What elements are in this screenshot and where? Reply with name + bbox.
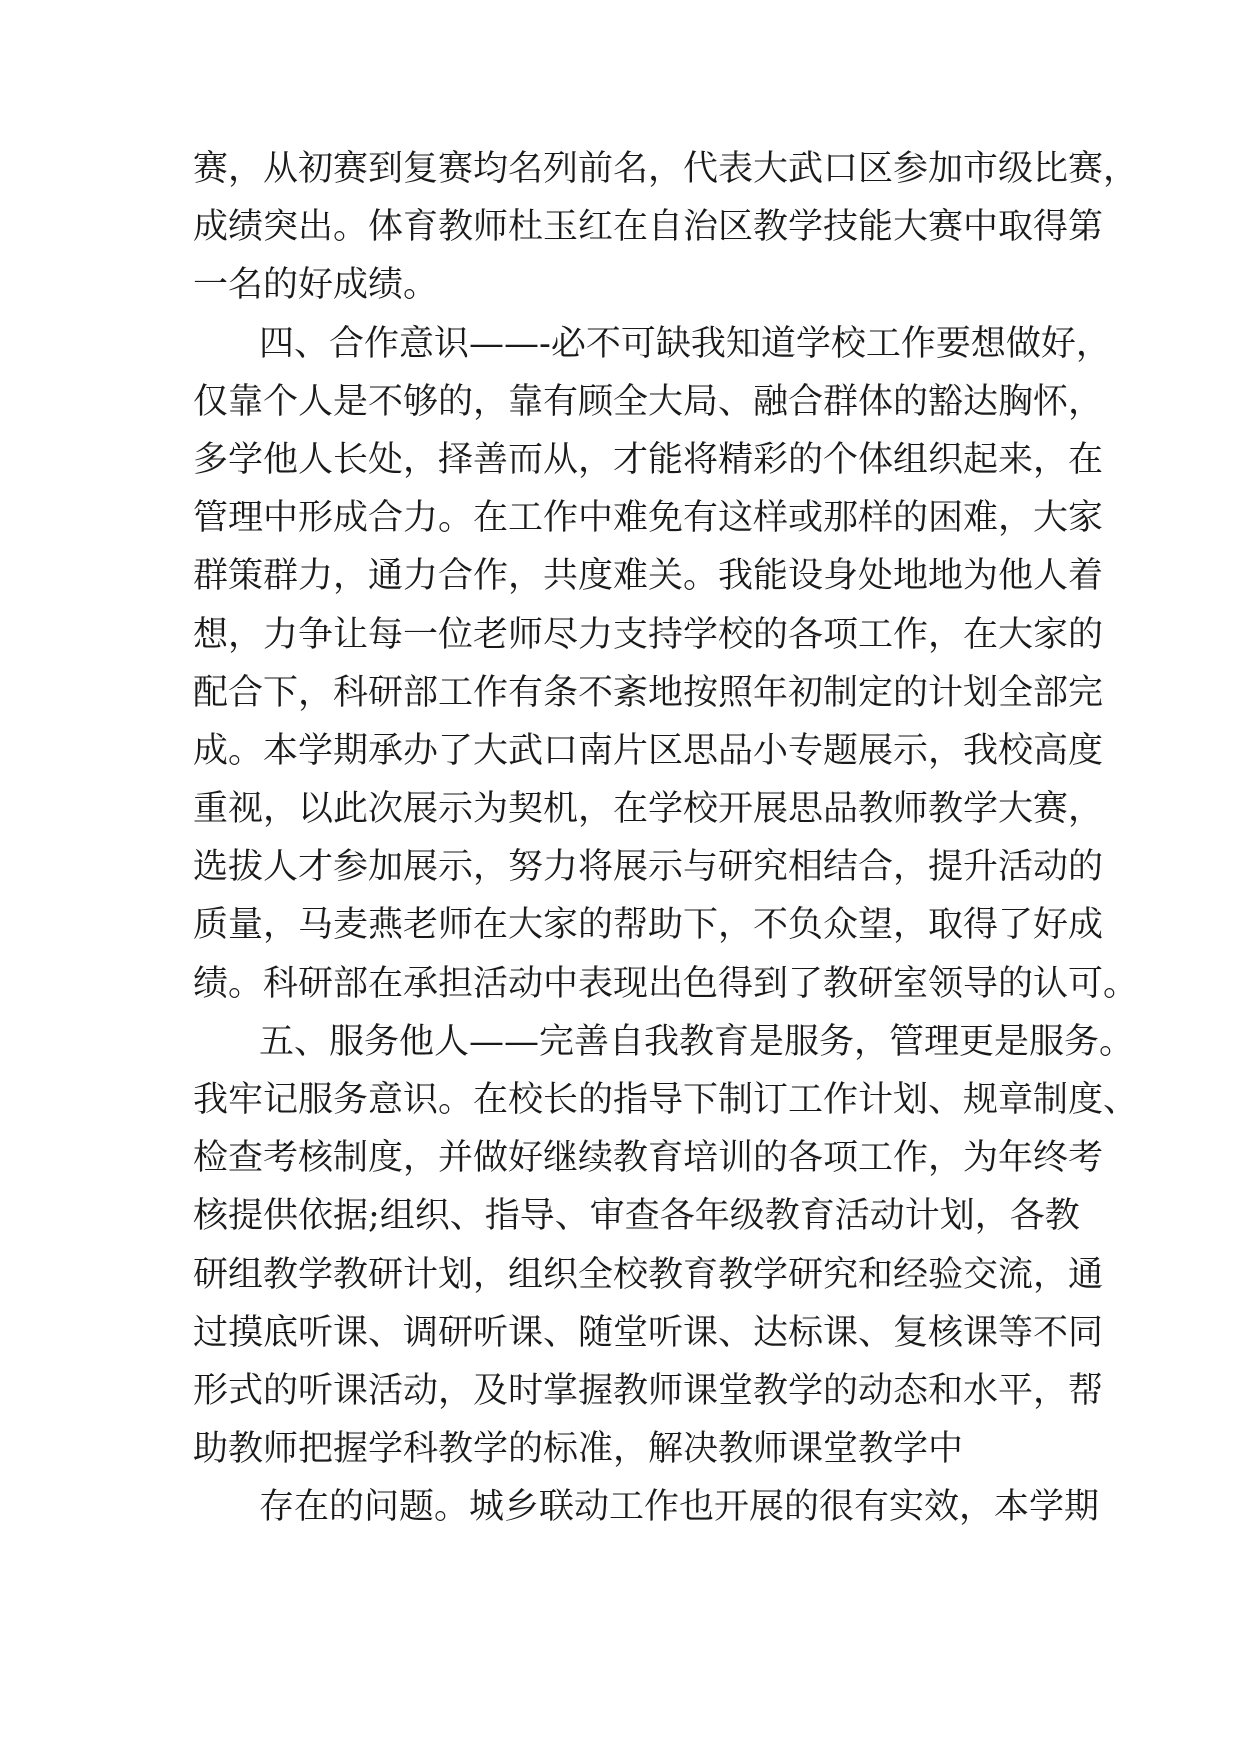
text-line: 仅靠个人是不够的，靠有顾全大局、融合群体的豁达胸怀， (193, 381, 1104, 422)
text-line: 重视，以此次展示为契机，在学校开展思品教师教学大赛， (193, 789, 1104, 830)
text-line: 多学他人长处，择善而从，才能将精彩的个体组织起来，在 (193, 439, 1104, 480)
text-line: 形式的听课活动，及时掌握教师课堂教学的动态和水平，帮 (193, 1370, 1104, 1411)
text-line: 研组教学教研计划，组织全校教育教学研究和经验交流，通 (193, 1254, 1104, 1295)
text-line: 选拔人才参加展示，努力将展示与研究相结合，提升活动的 (193, 847, 1104, 888)
text-line: 质量，马麦燕老师在大家的帮助下，不负众望，取得了好成 (193, 905, 1104, 946)
text-line: 想，力争让每一位老师尽力支持学校的各项工作，在大家的 (193, 614, 1104, 655)
text-line: 存在的问题。城乡联动工作也开展的很有实效，本学期 (259, 1487, 1100, 1528)
text-line: 成绩突出。体育教师杜玉红在自治区教学技能大赛中取得第 (193, 207, 1104, 248)
text-line: 四、合作意识——-必不可缺我知道学校工作要想做好， (259, 323, 1111, 364)
text-line: 成。本学期承办了大武口南片区思品小专题展示，我校高度 (193, 730, 1104, 771)
text-line: 助教师把握学科教学的标准，解决教师课堂教学中 (193, 1429, 964, 1470)
text-line: 配合下，科研部工作有条不紊地按照年初制定的计划全部完 (193, 672, 1104, 713)
text-line: 群策群力，通力合作，共度难关。我能设身处地地为他人着 (193, 556, 1104, 597)
text-line: 核提供依据;组织、指导、审查各年级教育活动计划，各教 (193, 1196, 1080, 1237)
text-line: 一名的好成绩。 (193, 265, 439, 306)
text-line: 赛，从初赛到复赛均名列前名，代表大武口区参加市级比赛， (193, 149, 1139, 189)
text-line: 检查考核制度，并做好继续教育培训的各项工作，为年终考 (193, 1138, 1104, 1179)
text-line: 我牢记服务意识。在校长的指导下制订工作计划、规章制度、 (193, 1080, 1139, 1120)
document-body (193, 140, 1139, 1537)
text-line: 绩。科研部在承担活动中表现出色得到了教研室领导的认可。 (193, 963, 1139, 1004)
text-line: 管理中形成合力。在工作中难免有这样或那样的困难，大家 (193, 498, 1104, 539)
text-line: 五、服务他人——完善自我教育是服务，管理更是服务。 (259, 1021, 1135, 1062)
text-line: 过摸底听课、调研听课、随堂听课、达标课、复核课等不同 (193, 1312, 1104, 1353)
